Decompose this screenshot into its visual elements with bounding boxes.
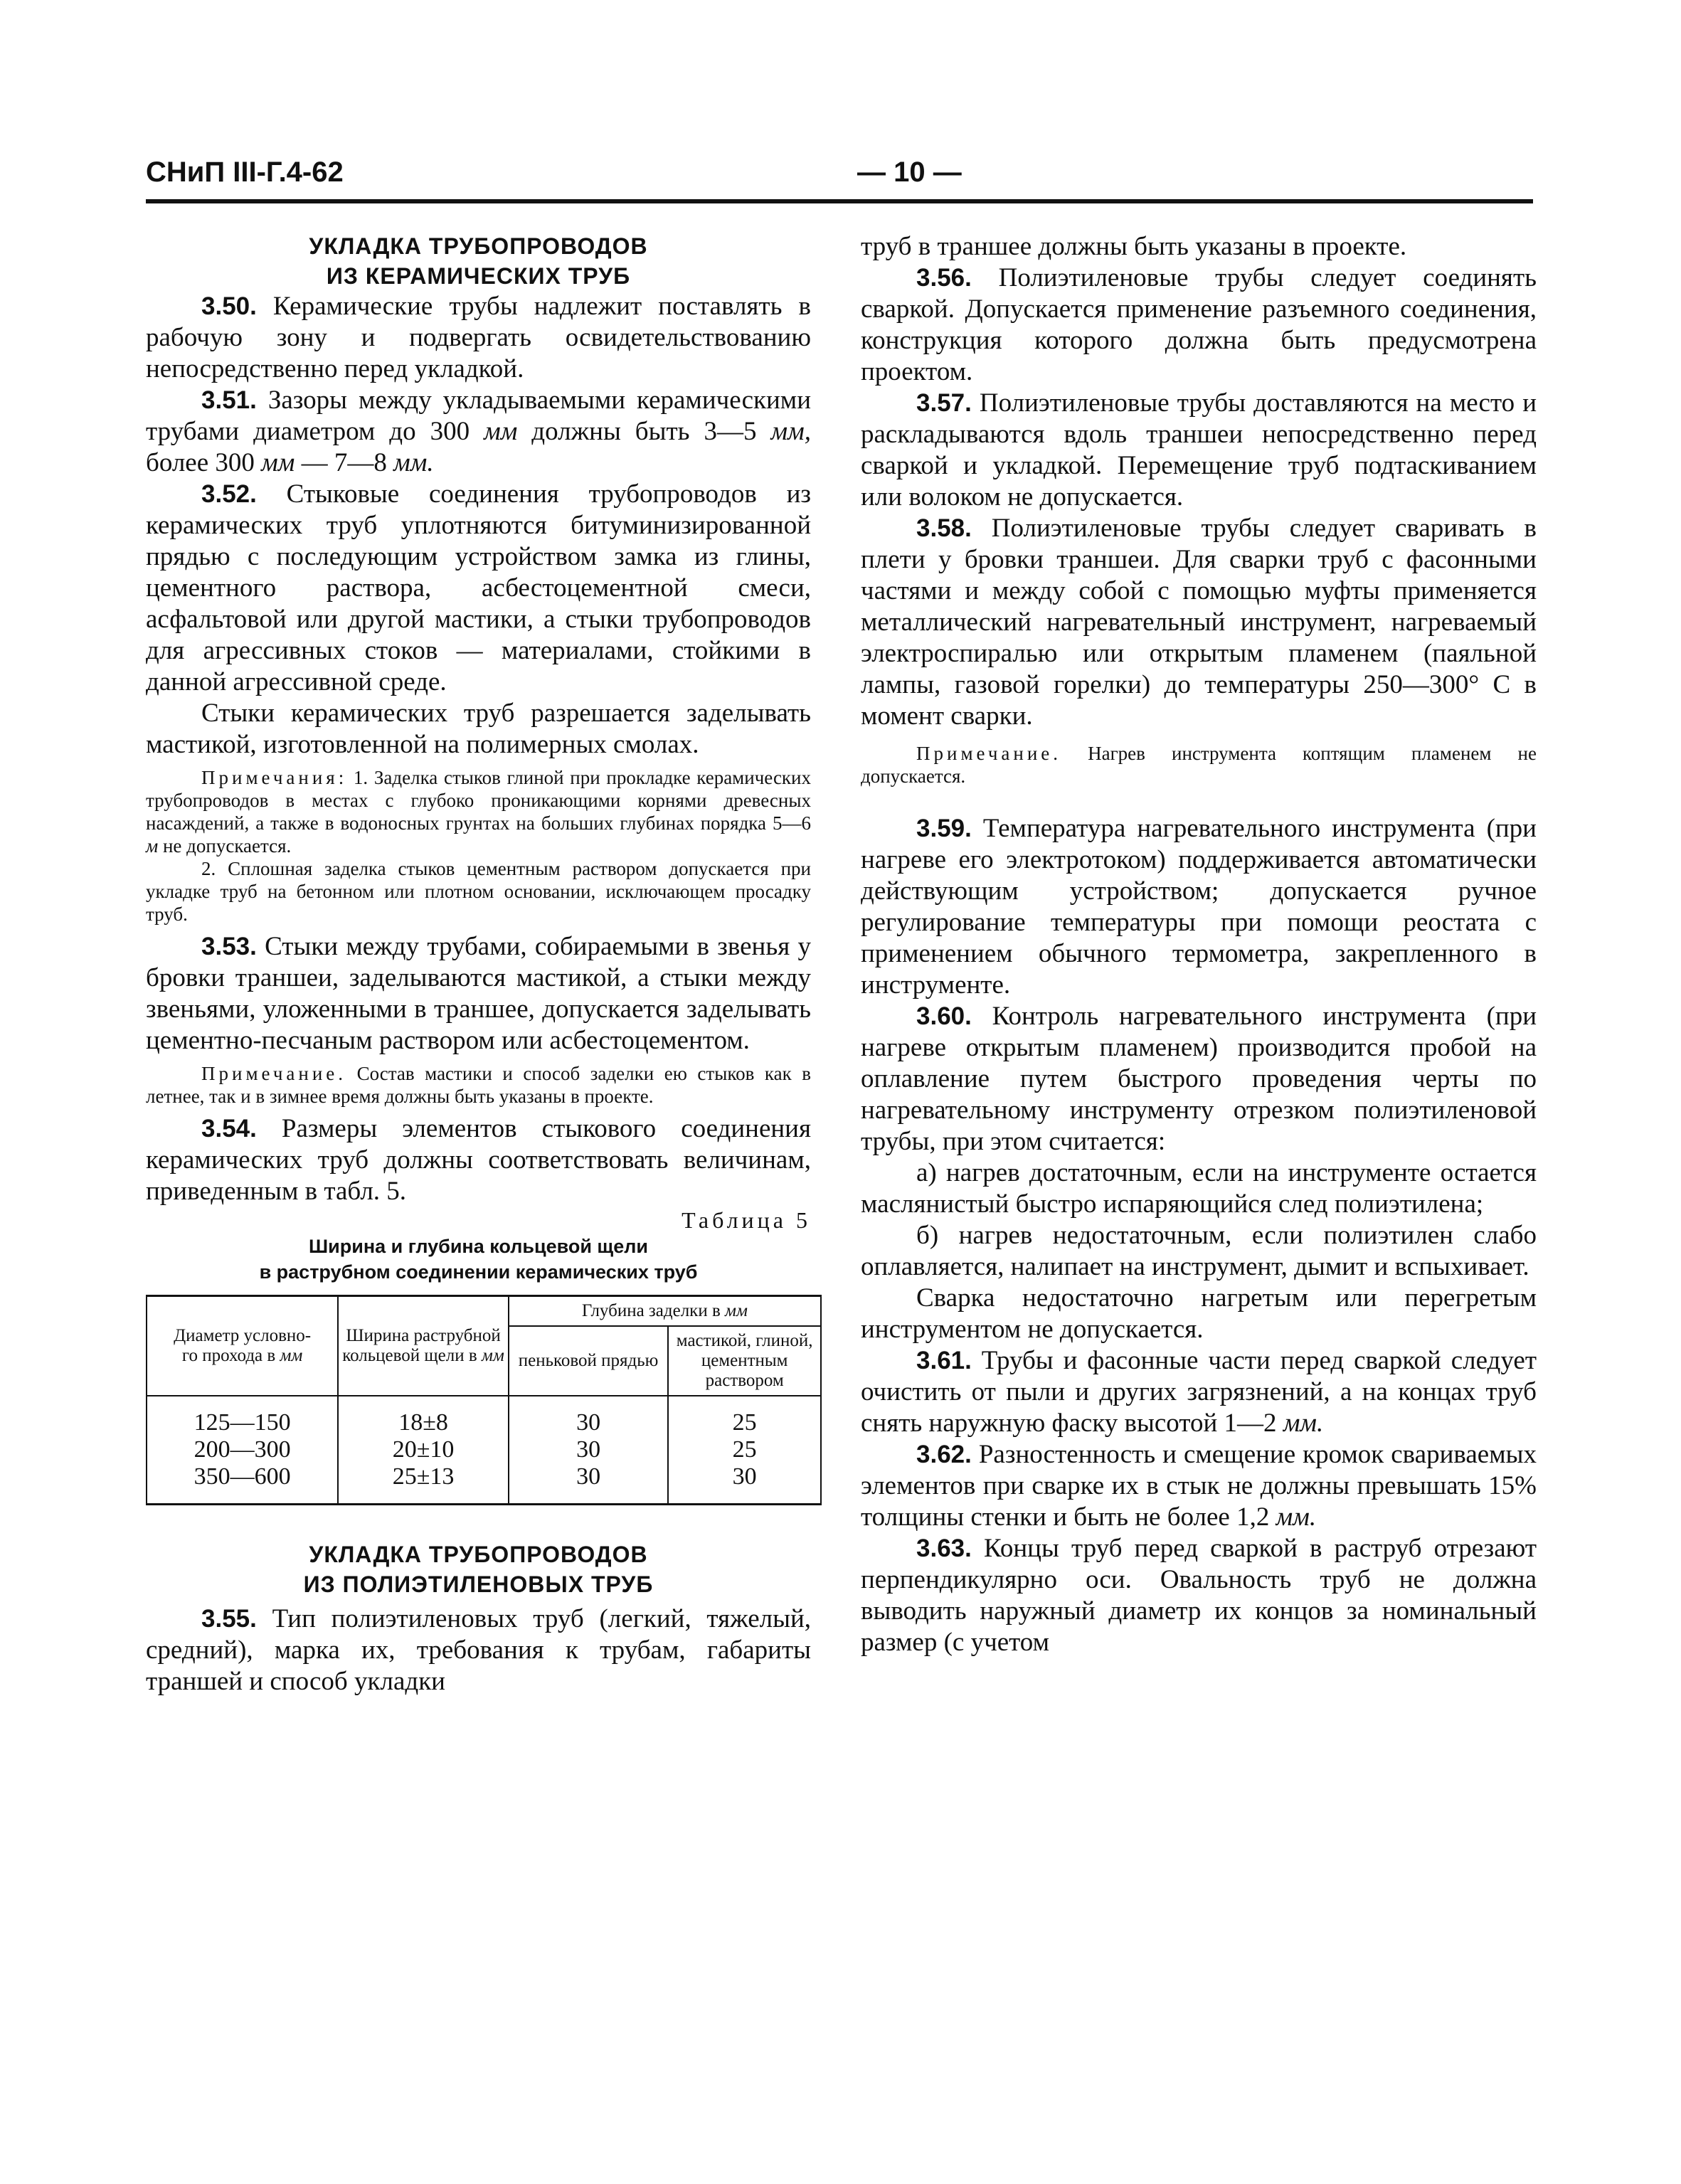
header-text: го прохода в [181, 1346, 280, 1365]
cell-width: 25±13 [338, 1463, 509, 1505]
clause-number: 3.53. [201, 933, 257, 960]
cell-width: 18±8 [338, 1396, 509, 1436]
clause-text: Разностенность и смещение кромок свариваемых элементов при сварке их в стык не должны превышать 15% толщины стенки и быть не более 1,2 [861, 1440, 1537, 1532]
note-text: не допускается. [158, 835, 292, 857]
unit: мм [261, 448, 295, 477]
paragraph-3-52-cont: Стыки керамических труб разрешается заделывать мастикой, изготовленной на полимерных смолах. [146, 699, 811, 759]
paragraph-3-58 [861, 513, 1537, 732]
clause-text: Тип полиэтиленовых труб (легкий, тяжелый, средний), марка их, требования к трубам, габариты траншей и способ укладки [146, 1604, 811, 1696]
unit: мм [280, 1346, 303, 1365]
unit: мм. [1276, 1502, 1317, 1532]
table-5 [146, 1295, 822, 1505]
clause-text: Полиэтиленовые трубы следует сваривать в плети у бровки траншеи. Для сварки труб с фасонными частями и между собой с помощью муфты применяется металлический нагревательный инструмент, нагреваемый электроспиралью или открытым пламенем (паяльной лампы, газовой горелки) до температуры 250—300° С в момент сварки. [861, 514, 1537, 731]
table-header-row [147, 1296, 821, 1327]
clause-text: Трубы и фасонные части перед сваркой следует очистить от пыли и других загрязнений, а на концах труб снять наружную фаску высотой 1—2 [861, 1346, 1537, 1438]
unit: мм, [770, 417, 811, 446]
clause-text: Зазоры между укладываемыми керамическими трубами диаметром до 300 [146, 386, 811, 446]
clause-number: 3.52. [201, 480, 257, 508]
cell-width: 20±10 [338, 1436, 509, 1463]
paragraph-3-51 [146, 385, 811, 479]
clause-text: Стыковые соединения трубопроводов из керамических труб уплотняются битуминизированной прядью с последующим устройством замка из глины, цементного раствора, асбестоцементной смеси, асфальтовой или другой мастики, а стыки трубопроводов для агрессивных стоков — материалами, стойкими в данной агрессивной среде. [146, 479, 811, 696]
section-title-line: ИЗ ПОЛИЭТИЛЕНОВЫХ ТРУБ [303, 1571, 654, 1597]
clause-number: 3.51. [201, 386, 257, 414]
clause-text: — 7—8 [295, 448, 394, 477]
cell-hemp: 30 [509, 1436, 669, 1463]
note-label: Примечание. [201, 1063, 347, 1084]
clause-text: Полиэтиленовые трубы доставляются на место и раскладываются вдоль траншеи непосредственно перед сваркой и укладкой. Перемещение труб подтаскиванием или волоком не допускается. [861, 388, 1537, 511]
paragraph-3-61 [861, 1345, 1537, 1439]
clause-number: 3.61. [916, 1347, 972, 1374]
header-rule [146, 199, 1533, 203]
paragraph-3-60 [861, 1001, 1537, 1157]
note-text: 1. Заделка стыков глиной при прокладке керамических трубопроводов в местах с глубоко проникающими корнями древесных насаждений, а также в водоносных грунтах на больших глубинах порядка 5—6 [146, 767, 811, 834]
section-title-line: ИЗ КЕРАМИЧЕСКИХ ТРУБ [326, 263, 631, 289]
clause-number: 3.58. [916, 514, 972, 542]
note-label: Примечание. [916, 743, 1062, 764]
note-1 [146, 766, 811, 857]
clause-text: Концы труб перед сваркой в раструб отрезают перпендикулярно оси. Овальность труб не должна выводить наружный диаметр их концов за номинальный размер (с учетом [861, 1534, 1537, 1657]
section-title-line: УКЛАДКА ТРУБОПРОВОДОВ [309, 1542, 648, 1567]
header-diameter [147, 1296, 338, 1396]
paragraph-3-57 [861, 388, 1537, 513]
notes-label: Примечания: [201, 767, 348, 788]
table-row [147, 1463, 821, 1505]
paragraph-3-50 [146, 291, 811, 385]
paragraph-3-60-b: б) нагрев недостаточным, если полиэтилен слабо оплавляется, налипает на инструмент, дымит и вспыхивает. [861, 1221, 1537, 1281]
header-width [338, 1296, 509, 1396]
paragraph-3-56 [861, 263, 1537, 388]
clause-number: 3.56. [916, 264, 972, 292]
clause-number: 3.60. [916, 1002, 972, 1030]
page-number: — 10 — [857, 157, 962, 188]
paragraph-3-52 [146, 479, 811, 698]
unit: мм [725, 1301, 748, 1320]
clause-text: Температура нагревательного инструмента (при нагреве его электротоком) поддерживается автоматически действующим устройством; допускается ручное регулирование температуры при помощи реостата с применением обычного термометра, закрепленного в инструменте. [861, 814, 1537, 1000]
header-depth [509, 1296, 821, 1327]
header-mastic: мастикой, глиной, цементным раствором [668, 1326, 821, 1396]
left-column [146, 231, 811, 1697]
cell-diameter: 125—150 [147, 1396, 338, 1436]
table-title-line: в раструбном соединении керамических труб [259, 1261, 698, 1283]
paragraph-3-59 [861, 813, 1537, 1001]
page-header [146, 157, 1533, 199]
clause-number: 3.59. [916, 815, 972, 842]
right-column [861, 231, 1537, 1658]
paragraph-3-54 [146, 1113, 811, 1207]
clause-text: Керамические трубы надлежит поставлять в рабочую зону и подвергать освидетельствованию непосредственно перед укладкой. [146, 292, 811, 383]
clause-number: 3.55. [201, 1605, 257, 1633]
header-text: Диаметр условно- [174, 1326, 312, 1345]
unit: мм. [1283, 1409, 1324, 1438]
clause-text: Размеры элементов стыкового соединения керамических труб должны соответствовать величинам, приведенным в табл. 5. [146, 1114, 811, 1206]
unit: мм [481, 1346, 504, 1365]
note-3-53 [146, 1062, 811, 1108]
cell-diameter: 200—300 [147, 1436, 338, 1463]
clause-number: 3.57. [916, 389, 972, 417]
document-code: СНиП III-Г.4-62 [146, 157, 344, 188]
unit: м [146, 835, 159, 857]
note-text: Нагрев инструмента коптящим пламенем не допускается. [861, 743, 1537, 787]
paragraph-3-60-a: а) нагрев достаточным, если на инструменте остается маслянистый быстро испаряющийся след полиэтилена; [861, 1158, 1537, 1219]
unit: мм. [393, 448, 434, 477]
clause-text: Контроль нагревательного инструмента (при нагреве открытым пламенем) производится пробой на оплавление путем быстрого проведения черты по нагревательному инструменту отрезком полиэтиленовой трубы, при этом считается: [861, 1002, 1537, 1156]
clause-text: Полиэтиленовые трубы следует соединять сваркой. Допускается применение разъемного соединения, конструкция которого должна быть предусмотрена проектом. [861, 263, 1537, 386]
paragraph-3-63 [861, 1533, 1537, 1658]
cell-mastic: 25 [668, 1396, 821, 1436]
clause-number: 3.50. [201, 292, 257, 320]
paragraph-3-55-cont: труб в траншее должны быть указаны в проекте. [861, 232, 1407, 261]
cell-hemp: 30 [509, 1463, 669, 1505]
clause-number: 3.62. [916, 1441, 972, 1468]
cell-diameter: 350—600 [147, 1463, 338, 1505]
table-row [147, 1396, 821, 1436]
table-title [146, 1234, 811, 1285]
header-text: Глубина заделки в [581, 1301, 726, 1320]
table-caption: Таблица 5 [682, 1207, 811, 1233]
header-text: Ширина раструбной кольцевой щели в [342, 1326, 501, 1365]
clause-text: должны быть 3—5 [517, 417, 771, 446]
clause-text: Стыки между трубами, собираемыми в звенья у бровки траншеи, заделываются мастикой, а стыки между звеньями, уложенными в траншее, допускается заделывать цементно-песчаным раствором или асбестоцементом. [146, 932, 811, 1055]
header-hemp: пеньковой прядью [509, 1326, 669, 1396]
unit: мм [484, 417, 518, 446]
paragraph-3-62 [861, 1439, 1537, 1533]
section-title-line: УКЛАДКА ТРУБОПРОВОДОВ [309, 233, 648, 259]
clause-text: более 300 [146, 448, 262, 477]
section-title-ceramic [146, 231, 811, 291]
cell-mastic: 25 [668, 1436, 821, 1463]
table-row [147, 1436, 821, 1463]
clause-number: 3.63. [916, 1534, 972, 1562]
table-title-line: Ширина и глубина кольцевой щели [309, 1236, 648, 1257]
clause-number: 3.54. [201, 1115, 257, 1143]
paragraph-3-60-c: Сварка недостаточно нагретым или перегретым инструментом не допускается. [861, 1283, 1537, 1344]
section-title-polyethylene [146, 1539, 811, 1599]
note-2: 2. Сплошная заделка стыков цементным раствором допускается при укладке труб на бетонном или плотном основании, исключающем просадку труб. [146, 858, 811, 925]
note-text: Состав мастики и способ заделки ею стыков как в летнее, так и в зимнее время должны быть указаны в проекте. [146, 1063, 811, 1107]
cell-hemp: 30 [509, 1396, 669, 1436]
paragraph-3-55 [146, 1603, 811, 1697]
paragraph-3-53 [146, 931, 811, 1056]
cell-mastic: 30 [668, 1463, 821, 1505]
note-3-58 [861, 742, 1537, 788]
